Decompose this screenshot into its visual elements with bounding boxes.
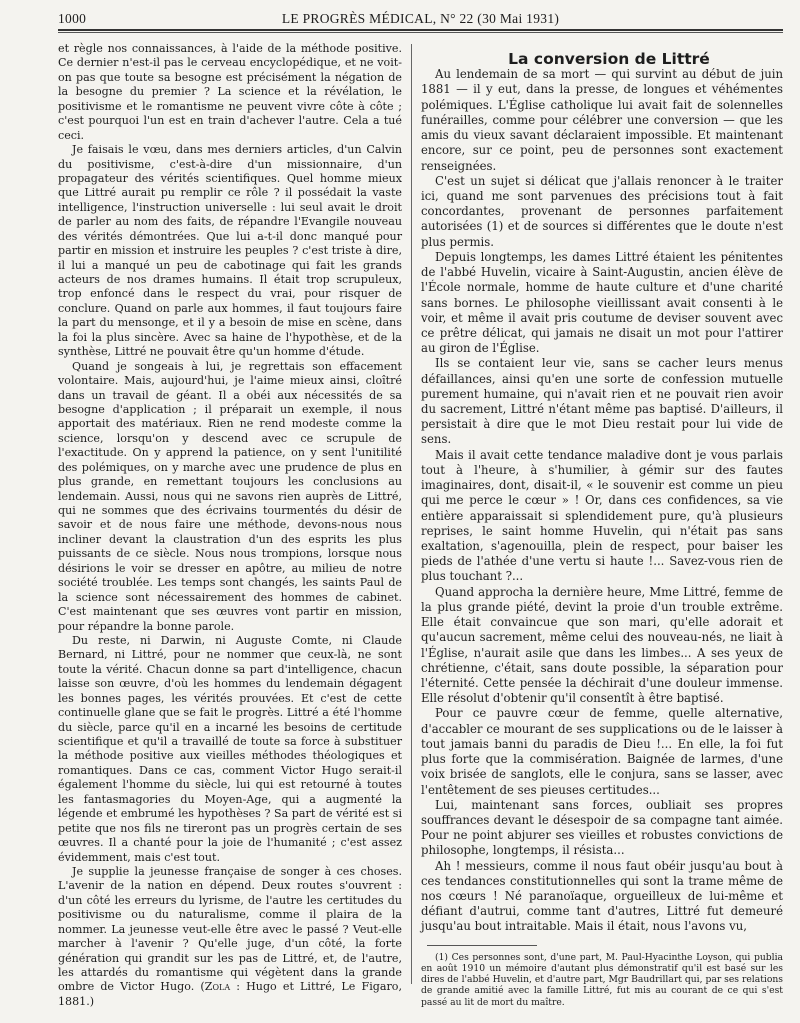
left-paragraph-text: Je supplie la jeunesse française de songer à ces choses. L'avenir de la nation en dépend. Deux routes s'ouvrent : d'un côté les erreurs du lyrisme, de l'autre les certitudes du positivisme ou du naturalisme, comme il plaira de la nommer. La jeunesse veut-elle être avec le passé ? Veut-elle marcher à l'avenir ? Qu'elle juge, d'un côté, la forte génération qui grandit sur les pas de Littré, et, de l'autre, les attardés du romantisme qui végètent dans la grande ombre de Victor Hugo. — [58, 864, 402, 994]
right-paragraph: Mais il avait cette tendance maladive dont je vous parlais tout à l'heure, à s'humilier, à gémir sur des fautes imaginaires, dont, disait-il, « le souvenir est comme un pieu qui me perce le cœur » ! Or, dans ces confidences, sa vie entière apparaissait si splendidement pure, qu'à plusieurs reprises, le saint homme Huvelin, qui n'était pas sans exaltation, s'agenouilla, plein de respect, pour baiser les pieds de l'athée d'une vertu si haute !... Savez-vous rien de plus touchant ?... — [421, 447, 783, 584]
left-column — [58, 42, 402, 1009]
right-paragraph: Quand approcha la dernière heure, Mme Littré, femme de la plus grande piété, devint la proie d'un trouble extrême. Elle était convaincue que son mari, qu'elle adorait et qu'aucun sacrement, même celui des nouveau-nés, ne liait à l'Église, n'aurait asile que dans les limbes... A ses yeux de chrétienne, c'était, sans doute possible, la séparation pour l'éternité. Cette pensée la déchirait d'une douleur immense. Elle résolut d'obtenir qu'il consentît à être baptisé. — [421, 584, 783, 706]
article-title: La conversion de Littré — [508, 50, 710, 68]
left-paragraph: Du reste, ni Darwin, ni Auguste Comte, ni Claude Bernard, ni Littré, pour ne nommer que ceux-là, ne sont toute la vérité. Chacun donne sa part d'intelligence, chacun laisse son œuvre, d'où les hommes du lendemain dégagent les bonnes pages, les vérités prouvées. Et c'est de cette continuelle glane que se fait le progrès. Littré a été l'homme du siècle, parce qu'il en a incarné les besoins de certitude scientifique et qu'il a travaillé de toute sa force à substituer la méthode positive aux vieilles méthodes théologiques et romantiques. Dans ce cas, comment Victor Hugo serait-il également l'homme du siècle, lui qui est retourné à toutes les fantasmagories du Moyen-Age, qui a augmenté la légende et embrumé les hypothèses ? Sa part de vérité est si petite que nos fils ne tireront pas un progrès certain de ses œuvres. Il a chanté pour la joie de l'humanité ; c'est assez évidemment, mais c'est tout. — [58, 633, 402, 864]
footnote: (1) Ces personnes sont, d'une part, M. Paul-Hyacinthe Loyson, qui publia en août 1910 un mémoire d'autant plus démonstratif qu'il est basé sur les dires de l'abbé Huvelin, et d'autre part, Mgr Baudrillart qui, par ses relations de grande amitié avec la famille Littré, fut mis au courant de ce qui s'est passé au lit de mort du maître. — [421, 951, 783, 1008]
signature-source: : Hugo et Littré, Le Figaro, 1881.) — [58, 980, 402, 1008]
right-paragraph: Depuis longtemps, les dames Littré étaient les pénitentes de l'abbé Huvelin, vicaire à Saint-Augustin, ancien élève de l'École normale, homme de haute culture et d'une charité sans bornes. Le philosophe vieillissant avait consenti à le voir, et même il avait pris coutume de deviser souvent avec ce prêtre délicat, qui jamais ne disait un mot pour l'attirer au giron de l'Église. — [421, 249, 783, 356]
header-rule-thin — [58, 32, 783, 33]
footnote-rule — [427, 945, 537, 946]
header-rule — [58, 29, 783, 31]
column-divider — [411, 44, 412, 984]
running-title: LE PROGRÈS MÉDICAL, N° 22 (30 Mai 1931) — [281, 11, 560, 26]
right-paragraph: Ah ! messieurs, comme il nous faut obéir jusqu'au bout à ces tendances constitutionnelles qui sont la trame même de nos cœurs ! Né paranoïaque, orgueilleux de lui-même et défiant d'autrui, comme tant d'autres, Littré fut demeuré jusqu'au bout intraitable. Mais il était, nous l'avons vu, — [421, 858, 783, 934]
page-header — [58, 8, 783, 30]
signature-author: Zola — [204, 980, 231, 994]
right-paragraph: Au lendemain de sa mort — qui survint au début de juin 1881 — il y eut, dans la presse, de longues et véhémentes polémiques. L'Église catholique lui avait fait de solennelles funérailles, comme pour célébrer une conversion — que les amis du vieux savant déclaraient impossible. Et maintenant encore, sur ce point, peu de personnes sont exactement renseignées. — [421, 67, 783, 173]
right-column — [421, 52, 783, 1008]
left-paragraph-last: Je supplie la jeunesse française de songer à ces choses. L'avenir de la nation en dépend. Deux routes s'ouvrent : d'un côté les erreurs du lyrisme, de l'autre les certitudes du positivisme ou du naturalisme, comme il plaira de la nommer. La jeunesse veut-elle être avec le passé ? Veut-elle marcher à l'avenir ? Qu'elle juge, d'un côté, la forte génération qui grandit sur les pas de Littré, et, de l'autre, les attardés du romantisme qui végètent dans la grande ombre de Victor Hugo. (Zola : Hugo et Littré, Le Figaro, 1881.) — [58, 864, 402, 1008]
left-paragraph: Je faisais le vœu, dans mes derniers articles, d'un Calvin du positivisme, c'est-à-dire d'un missionnaire, d'un propagateur des vérités scientifiques. Quel homme mieux que Littré aurait pu remplir ce rôle ? il possédait la vaste intelligence, l'instruction universelle : lui seul avait le droit de parler au nom des faits, de répandre l'Evangile nouveau des vérités démontrées. Que lui a-t-il donc manqué pour partir en mission et instruire les peuples ? c'est triste à dire, il lui a manqué un peu de cabotinage qui fait les grands acteurs de nos drames humains. Il était trop scrupuleux, trop enfoncé dans le respect du vrai, pour risquer de conclure. Quand on parle aux hommes, il faut toujours faire la part du mensonge, et il y a besoin de mise en scène, dans la foi la plus sincère. Avec sa haine de l'hypothèse, et de la synthèse, Littré ne pouvait être qu'un homme d'étude. — [58, 143, 402, 359]
left-paragraph: Quand je songeais à lui, je regrettais son effacement volontaire. Mais, aujourd'hui, je l'aime mieux ainsi, cloîtré dans un travail de géant. Il a obéi aux nécessités de sa besogne d'application ; il préparait un exemple, il nous apportait des matériaux. Rien ne rend modeste comme la science, lorsqu'on y descend avec ce scrupule de l'exactitude. On y apprend la patience, on y sent l'unitilité des polémiques, on y marche avec une prudence de plus en plus grande, en remettant toujours les conclusions au lendemain. Aussi, nous qui ne savons rien auprès de Littré, qui ne sommes que des écrivains tourmentés du désir de savoir et de nous faire une méthode, devons-nous nous incliner devant la claustration d'un des esprits les plus puissants de ce siècle. Nous nous trompions, lorsque nous désirions le voir se dresser en apôtre, au milieu de notre société troublée. Les temps sont changés, les saints Paul de la science sont nécessairement des hommes de cabinet. C'est maintenant que ses œuvres vont partir en mission, pour répandre la bonne parole. — [58, 359, 402, 633]
left-paragraph: et règle nos connaissances, à l'aide de la méthode positive. Ce dernier n'est-il pas le cerveau encyclopédique, et ne voit-on pas que toute sa besogne est précisément la négation de la besogne du premier ? La science et la révélation, le positivisme et le romantisme ne peuvent vivre côte à côte ; c'est pourquoi l'un est en train d'achever l'autre. Cela a tué ceci. — [58, 42, 402, 142]
right-paragraph: Pour ce pauvre cœur de femme, quelle alternative, d'accabler ce mourant de ses supplications ou de le laisser à tout jamais banni du paradis de Dieu !... En elle, la foi fut plus forte que la commisération. Baignée de larmes, d'une voix brisée de sanglots, elle le conjura, sans se lasser, avec l'entêtement de ses pieuses certitudes... — [421, 706, 783, 797]
right-paragraph: Ils se contaient leur vie, sans se cacher leurs menus défaillances, ainsi qu'en une sorte de confession mutuelle purement humaine, qui n'avait rien et ne pouvait rien avoir du sacrement, Littré n'étant même pas baptisé. D'ailleurs, il persistait à dire que le mot Dieu restait pour lui vide de sens. — [421, 356, 783, 447]
page-number: 1000 — [58, 11, 87, 26]
right-paragraph: C'est un sujet si délicat que j'allais renoncer à le traiter ici, quand me sont parvenues des précisions tout à fait concordantes, provenant de personnes parfaitement autorisées (1) et de sources si différentes que le doute n'est plus permis. — [421, 173, 783, 249]
right-paragraph: Lui, maintenant sans forces, oubliait ses propres souffrances devant le désespoir de sa compagne tant aimée. Pour ne point abjurer ses vieilles et robustes convictions de philosophe, longtemps, il résista... — [421, 797, 783, 858]
